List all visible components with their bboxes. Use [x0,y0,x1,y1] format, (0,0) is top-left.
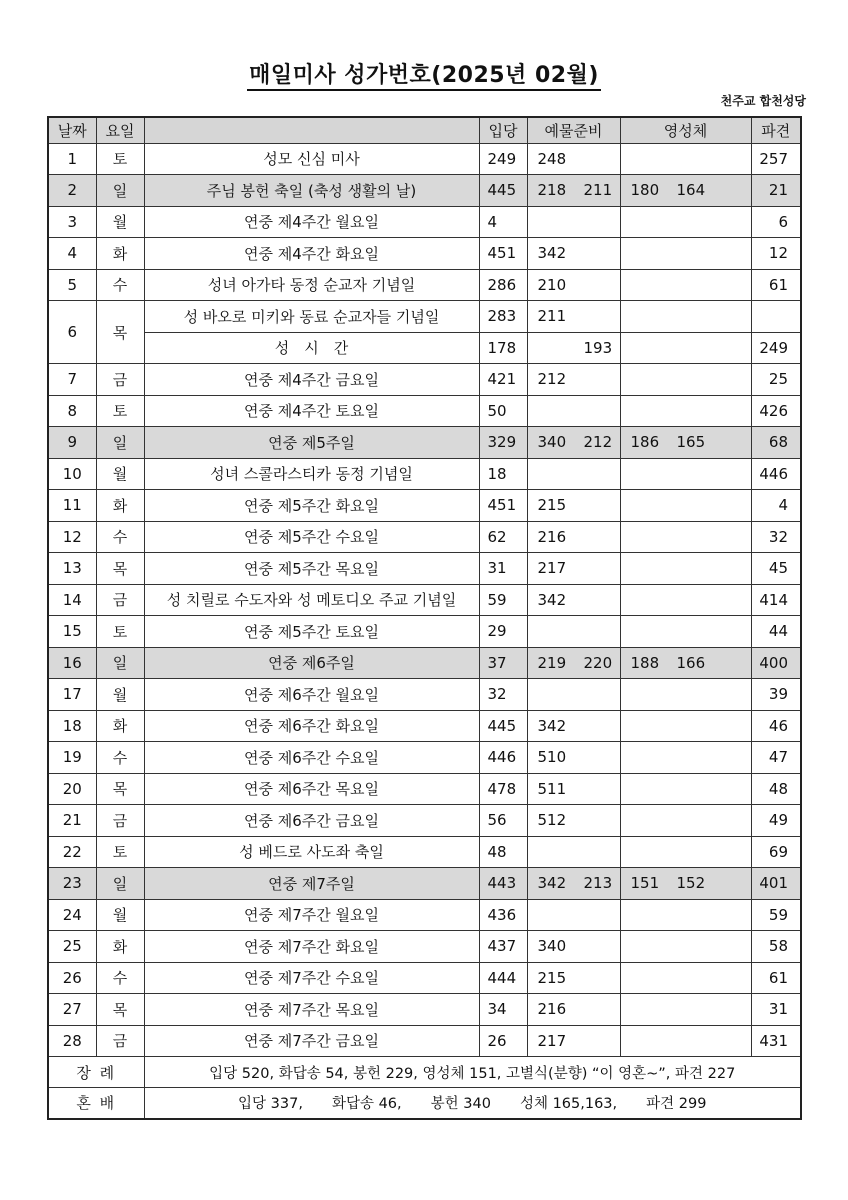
header-dismissal: 파견 [751,117,801,143]
table-row [48,458,801,490]
date-cell: 10 [48,458,96,490]
communion-hymn-cell [620,742,751,774]
communion-hymn-cell [620,143,751,175]
offertory-hymn-cell-second: 220 [583,653,613,672]
date-cell: 15 [48,616,96,648]
weekday-cell: 일 [96,427,144,459]
weekday-cell: 화 [96,238,144,270]
offertory-hymn-cell-second: 211 [583,181,613,200]
parish-name: 천주교 합천성당 [720,94,806,108]
funeral-label: 장 례 [48,1057,144,1088]
offertory-hymn-cell [527,1025,620,1057]
dismissal-hymn-cell: 21 [751,175,801,207]
offertory-hymn-cell [527,836,620,868]
offertory-hymn-cell [527,427,620,459]
entrance-hymn-cell: 18 [479,458,527,490]
weekday-cell: 토 [96,143,144,175]
weekday-cell: 목 [96,994,144,1026]
date-cell: 7 [48,364,96,396]
offertory-hymn-cell [527,584,620,616]
offertory-hymn-cell [527,931,620,963]
date-cell: 18 [48,710,96,742]
communion-hymn-cell [620,490,751,522]
date-cell: 23 [48,868,96,900]
table-row [48,868,801,900]
dismissal-hymn-cell: 49 [751,805,801,837]
communion-hymn-cell [620,427,751,459]
entrance-hymn-cell: 31 [479,553,527,585]
entrance-hymn-cell: 37 [479,647,527,679]
table-row [48,899,801,931]
mass-name-cell: 연중 제6주일 [144,647,479,679]
dismissal-hymn-cell: 401 [751,868,801,900]
weekday-cell: 토 [96,836,144,868]
table-row [48,773,801,805]
table-header-row [48,117,801,143]
weekday-cell: 수 [96,962,144,994]
communion-hymn-cell [620,584,751,616]
table-row [48,175,801,207]
offertory-hymn-cell [527,616,620,648]
mass-name-cell: 연중 제4주간 토요일 [144,395,479,427]
communion-hymn-cell [620,962,751,994]
date-cell: 27 [48,994,96,1026]
entrance-hymn-cell: 29 [479,616,527,648]
header-entrance: 입당 [479,117,527,143]
offertory-hymn-cell [527,364,620,396]
date-cell: 26 [48,962,96,994]
communion-hymn-cell [620,553,751,585]
dismissal-hymn-cell: 45 [751,553,801,585]
communion-hymn-cell-second: 166 [676,653,706,672]
offertory-hymn-cell-second: 213 [583,874,613,893]
date-cell: 6 [48,301,96,364]
weekday-cell: 월 [96,899,144,931]
communion-hymn-cell [620,679,751,711]
offertory-hymn-cell-first: 219 [537,653,567,672]
weekday-cell: 월 [96,206,144,238]
date-cell: 5 [48,269,96,301]
offertory-hymn-cell [527,868,620,900]
communion-hymn-cell [620,1025,751,1057]
mass-name-cell: 주님 봉헌 축일 (축성 생활의 날) [144,175,479,207]
table-row [48,238,801,270]
table-row [48,553,801,585]
date-cell: 2 [48,175,96,207]
page-title-wrap [0,58,848,89]
entrance-hymn-cell: 421 [479,364,527,396]
date-cell: 21 [48,805,96,837]
mass-name-cell: 연중 제7주간 월요일 [144,899,479,931]
offertory-hymn-cell [527,143,620,175]
communion-hymn-cell [620,931,751,963]
communion-hymn-cell [620,175,751,207]
weekday-cell: 수 [96,521,144,553]
mass-name-cell: 연중 제7주간 금요일 [144,1025,479,1057]
dismissal-hymn-cell: 426 [751,395,801,427]
mass-name-cell: 연중 제6주간 월요일 [144,679,479,711]
mass-name-cell: 연중 제5주간 목요일 [144,553,479,585]
communion-hymn-cell [620,773,751,805]
mass-name-cell: 연중 제5주간 화요일 [144,490,479,522]
entrance-hymn-cell: 59 [479,584,527,616]
entrance-hymn-cell: 50 [479,395,527,427]
communion-hymn-cell [620,458,751,490]
date-cell: 11 [48,490,96,522]
offertory-hymn-cell [527,269,620,301]
communion-hymn-cell [620,364,751,396]
weekday-cell: 일 [96,868,144,900]
table-row [48,931,801,963]
dismissal-hymn-cell: 59 [751,899,801,931]
table-body [48,143,801,1057]
date-cell: 8 [48,395,96,427]
entrance-hymn-cell: 451 [479,238,527,270]
date-cell: 13 [48,553,96,585]
table-row [48,364,801,396]
dismissal-hymn-cell: 68 [751,427,801,459]
offertory-hymn-cell [527,458,620,490]
entrance-hymn-cell: 437 [479,931,527,963]
dismissal-hymn-cell: 44 [751,616,801,648]
offertory-hymn-cell [527,521,620,553]
offertory-hymn-cell-first: 216 [537,527,567,546]
mass-name-cell: 연중 제7주간 목요일 [144,994,479,1026]
funeral-text: 입당 520, 화답송 54, 봉헌 229, 영성체 151, 고별식(분향) “이 영혼~”, 파견 227 [144,1057,801,1088]
page-title: 매일미사 성가번호(2025년 02월) [247,63,601,91]
offertory-hymn-cell [527,301,620,333]
entrance-hymn-cell: 62 [479,521,527,553]
date-cell: 4 [48,238,96,270]
offertory-hymn-cell [527,395,620,427]
mass-name-cell: 연중 제4주간 화요일 [144,238,479,270]
communion-hymn-cell [620,395,751,427]
wedding-row [48,1088,801,1119]
offertory-hymn-cell [527,710,620,742]
entrance-hymn-cell: 48 [479,836,527,868]
mass-name-cell: 성 바오로 미키와 동료 순교자들 기념일 [144,301,479,333]
date-cell: 19 [48,742,96,774]
offertory-hymn-cell-first: 210 [537,275,567,294]
table-row [48,395,801,427]
table-row [48,647,801,679]
communion-hymn-cell-second: 165 [676,433,706,452]
mass-name-cell: 연중 제6주간 화요일 [144,710,479,742]
table-row [48,490,801,522]
table-row [48,427,801,459]
weekday-cell: 금 [96,1025,144,1057]
weekday-cell: 토 [96,395,144,427]
header-weekday: 요일 [96,117,144,143]
mass-name-cell: 연중 제7주간 화요일 [144,931,479,963]
dismissal-hymn-cell: 61 [751,269,801,301]
entrance-hymn-cell: 478 [479,773,527,805]
table-row [48,584,801,616]
mass-name-cell: 성 시 간 [144,332,479,364]
date-cell: 25 [48,931,96,963]
funeral-row [48,1057,801,1088]
communion-hymn-cell [620,238,751,270]
table-row [48,679,801,711]
entrance-hymn-cell: 445 [479,175,527,207]
offertory-hymn-cell [527,175,620,207]
offertory-hymn-cell [527,553,620,585]
weekday-cell: 화 [96,710,144,742]
offertory-hymn-cell-first: 212 [537,370,567,389]
offertory-hymn-cell-first: 342 [537,590,567,609]
weekday-cell: 월 [96,458,144,490]
date-cell: 3 [48,206,96,238]
offertory-hymn-cell [527,679,620,711]
weekday-cell: 토 [96,616,144,648]
dismissal-hymn-cell: 69 [751,836,801,868]
weekday-cell: 월 [96,679,144,711]
table-row [48,1025,801,1057]
weekday-cell: 일 [96,175,144,207]
offertory-hymn-cell-first: 215 [537,968,567,987]
communion-hymn-cell [620,994,751,1026]
dismissal-hymn-cell: 414 [751,584,801,616]
dismissal-hymn-cell: 48 [751,773,801,805]
dismissal-hymn-cell: 249 [751,332,801,364]
dismissal-hymn-cell [751,301,801,333]
offertory-hymn-cell [527,773,620,805]
wedding-text: 입당 337, 화답송 46, 봉헌 340 성체 165,163, 파견 299 [144,1088,801,1119]
entrance-hymn-cell: 283 [479,301,527,333]
weekday-cell: 화 [96,931,144,963]
offertory-hymn-cell-first: 340 [537,433,567,452]
hymn-schedule-table [47,116,802,1120]
mass-name-cell: 연중 제5주간 토요일 [144,616,479,648]
table-row [48,616,801,648]
table-row [48,206,801,238]
date-cell: 12 [48,521,96,553]
communion-hymn-cell [620,868,751,900]
header-offertory: 예물준비 [527,117,620,143]
mass-name-cell: 연중 제5주일 [144,427,479,459]
communion-hymn-cell [620,616,751,648]
mass-name-cell: 연중 제6주간 목요일 [144,773,479,805]
entrance-hymn-cell: 436 [479,899,527,931]
dismissal-hymn-cell: 31 [751,994,801,1026]
date-cell: 22 [48,836,96,868]
offertory-hymn-cell-first: 510 [537,748,567,767]
weekday-cell: 목 [96,301,144,364]
date-cell: 28 [48,1025,96,1057]
date-cell: 24 [48,899,96,931]
communion-hymn-cell [620,805,751,837]
communion-hymn-cell [620,899,751,931]
offertory-hymn-cell-first: 211 [537,307,567,326]
communion-hymn-cell [620,836,751,868]
offertory-hymn-cell [527,238,620,270]
dismissal-hymn-cell: 446 [751,458,801,490]
dismissal-hymn-cell: 58 [751,931,801,963]
communion-hymn-cell [620,521,751,553]
weekday-cell: 수 [96,742,144,774]
entrance-hymn-cell: 56 [479,805,527,837]
offertory-hymn-cell-first: 511 [537,779,567,798]
entrance-hymn-cell: 445 [479,710,527,742]
communion-hymn-cell-second: 164 [676,181,706,200]
offertory-hymn-cell-first: 217 [537,559,567,578]
offertory-hymn-cell-second: 212 [583,433,613,452]
offertory-hymn-cell [527,962,620,994]
entrance-hymn-cell: 26 [479,1025,527,1057]
dismissal-hymn-cell: 32 [751,521,801,553]
communion-hymn-cell-first: 188 [630,653,660,672]
entrance-hymn-cell: 32 [479,679,527,711]
table-row [48,332,801,364]
weekday-cell: 수 [96,269,144,301]
offertory-hymn-cell [527,994,620,1026]
date-cell: 16 [48,647,96,679]
offertory-hymn-cell-first: 340 [537,937,567,956]
entrance-hymn-cell: 249 [479,143,527,175]
offertory-hymn-cell-first: 216 [537,1000,567,1019]
table-row [48,521,801,553]
communion-hymn-cell [620,206,751,238]
offertory-hymn-cell-first: 512 [537,811,567,830]
mass-name-cell: 성모 신심 미사 [144,143,479,175]
offertory-hymn-cell-first: 342 [537,874,567,893]
communion-hymn-cell [620,710,751,742]
communion-hymn-cell [620,269,751,301]
dismissal-hymn-cell: 257 [751,143,801,175]
mass-name-cell: 연중 제7주간 수요일 [144,962,479,994]
header-date: 날짜 [48,117,96,143]
date-cell: 17 [48,679,96,711]
mass-name-cell: 연중 제4주간 금요일 [144,364,479,396]
offertory-hymn-cell [527,899,620,931]
table-row [48,301,801,333]
communion-hymn-cell [620,647,751,679]
mass-name-cell: 연중 제6주간 수요일 [144,742,479,774]
weekday-cell: 화 [96,490,144,522]
communion-hymn-cell [620,332,751,364]
offertory-hymn-cell [527,647,620,679]
weekday-cell: 목 [96,773,144,805]
dismissal-hymn-cell: 39 [751,679,801,711]
table-row [48,994,801,1026]
entrance-hymn-cell: 329 [479,427,527,459]
entrance-hymn-cell: 451 [479,490,527,522]
date-cell: 1 [48,143,96,175]
wedding-label: 혼 배 [48,1088,144,1119]
offertory-hymn-cell-first: 218 [537,181,567,200]
weekday-cell: 금 [96,364,144,396]
header-communion: 영성체 [620,117,751,143]
dismissal-hymn-cell: 4 [751,490,801,522]
dismissal-hymn-cell: 25 [751,364,801,396]
offertory-hymn-cell [527,332,620,364]
offertory-hymn-cell-first: 342 [537,244,567,263]
mass-name-cell: 성 치릴로 수도자와 성 메토디오 주교 기념일 [144,584,479,616]
offertory-hymn-cell-first: 342 [537,716,567,735]
communion-hymn-cell-first: 186 [630,433,660,452]
entrance-hymn-cell: 34 [479,994,527,1026]
mass-name-cell: 연중 제5주간 수요일 [144,521,479,553]
table-row [48,143,801,175]
communion-hymn-cell [620,301,751,333]
table-row [48,962,801,994]
mass-name-cell: 연중 제4주간 월요일 [144,206,479,238]
offertory-hymn-cell [527,206,620,238]
offertory-hymn-cell-second: 193 [583,338,613,357]
offertory-hymn-cell [527,805,620,837]
mass-name-cell: 성 베드로 사도좌 축일 [144,836,479,868]
entrance-hymn-cell: 444 [479,962,527,994]
communion-hymn-cell-first: 180 [630,181,660,200]
dismissal-hymn-cell: 47 [751,742,801,774]
offertory-hymn-cell [527,742,620,774]
table-row [48,805,801,837]
mass-name-cell: 연중 제6주간 금요일 [144,805,479,837]
dismissal-hymn-cell: 400 [751,647,801,679]
dismissal-hymn-cell: 61 [751,962,801,994]
mass-name-cell: 성녀 스콜라스티카 동정 기념일 [144,458,479,490]
dismissal-hymn-cell: 431 [751,1025,801,1057]
entrance-hymn-cell: 446 [479,742,527,774]
weekday-cell: 목 [96,553,144,585]
dismissal-hymn-cell: 12 [751,238,801,270]
entrance-hymn-cell: 443 [479,868,527,900]
entrance-hymn-cell: 4 [479,206,527,238]
offertory-hymn-cell-first: 215 [537,496,567,515]
table-row [48,710,801,742]
date-cell: 20 [48,773,96,805]
weekday-cell: 금 [96,805,144,837]
weekday-cell: 금 [96,584,144,616]
mass-name-cell: 연중 제7주일 [144,868,479,900]
communion-hymn-cell-first: 151 [630,874,660,893]
mass-name-cell: 성녀 아가타 동정 순교자 기념일 [144,269,479,301]
date-cell: 9 [48,427,96,459]
dismissal-hymn-cell: 46 [751,710,801,742]
communion-hymn-cell-second: 152 [676,874,706,893]
weekday-cell: 일 [96,647,144,679]
entrance-hymn-cell: 286 [479,269,527,301]
offertory-hymn-cell-first: 248 [537,149,567,168]
offertory-hymn-cell [527,490,620,522]
date-cell: 14 [48,584,96,616]
header-mass-name [144,117,479,143]
entrance-hymn-cell: 178 [479,332,527,364]
dismissal-hymn-cell: 6 [751,206,801,238]
table-row [48,269,801,301]
table-row [48,836,801,868]
offertory-hymn-cell-first: 217 [537,1031,567,1050]
table-row [48,742,801,774]
